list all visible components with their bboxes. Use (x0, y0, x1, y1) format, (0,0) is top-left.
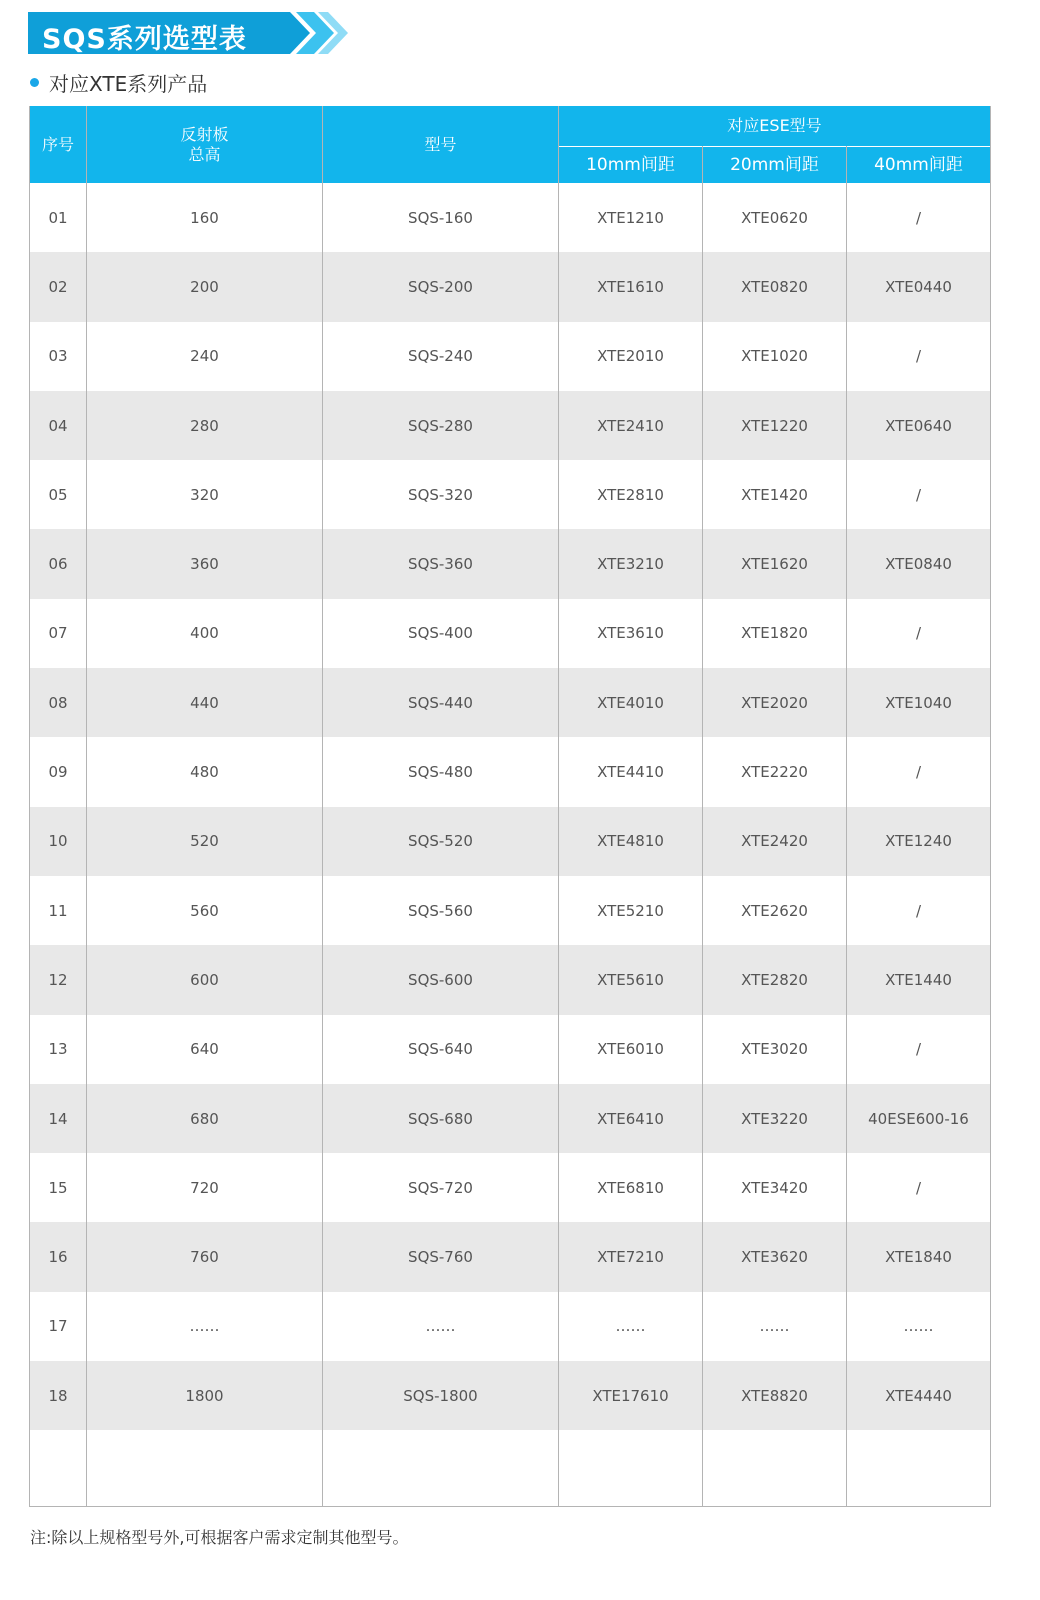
cell-index: 16 (30, 1222, 87, 1291)
cell-height: 760 (87, 1222, 323, 1291)
cell-model: SQS-320 (323, 460, 559, 529)
cell-height: 400 (87, 599, 323, 668)
cell-index: 03 (30, 322, 87, 391)
cell-40mm: XTE0840 (847, 529, 991, 598)
cell-20mm: XTE2420 (703, 807, 847, 876)
cell-model: SQS-360 (323, 529, 559, 598)
cell-40mm: / (847, 183, 991, 252)
cell-empty (323, 1430, 559, 1507)
cell-height: …… (87, 1292, 323, 1361)
cell-40mm: XTE0440 (847, 252, 991, 321)
cell-index: 10 (30, 807, 87, 876)
cell-10mm: XTE3610 (559, 599, 703, 668)
cell-model: SQS-640 (323, 1015, 559, 1084)
cell-model: SQS-160 (323, 183, 559, 252)
cell-model: SQS-200 (323, 252, 559, 321)
table-row (30, 183, 991, 252)
selection-table (29, 106, 991, 1507)
cell-empty (87, 1430, 323, 1507)
cell-40mm: / (847, 599, 991, 668)
cell-20mm: …… (703, 1292, 847, 1361)
cell-10mm: XTE1610 (559, 252, 703, 321)
cell-40mm: / (847, 876, 991, 945)
table-body (30, 183, 991, 1507)
cell-model: SQS-280 (323, 391, 559, 460)
cell-10mm: XTE1210 (559, 183, 703, 252)
cell-height: 360 (87, 529, 323, 598)
header-index: 序号 (30, 106, 87, 183)
cell-40mm: XTE1440 (847, 945, 991, 1014)
cell-height: 440 (87, 668, 323, 737)
cell-10mm: XTE3210 (559, 529, 703, 598)
table-row (30, 945, 991, 1014)
cell-20mm: XTE0820 (703, 252, 847, 321)
table-row (30, 1361, 991, 1430)
cell-height: 280 (87, 391, 323, 460)
table-row (30, 668, 991, 737)
cell-20mm: XTE2620 (703, 876, 847, 945)
table-row (30, 1084, 991, 1153)
cell-index: 17 (30, 1292, 87, 1361)
cell-10mm: XTE17610 (559, 1361, 703, 1430)
table-row (30, 737, 991, 806)
cell-height: 200 (87, 252, 323, 321)
cell-empty (559, 1430, 703, 1507)
cell-index: 13 (30, 1015, 87, 1084)
cell-index: 12 (30, 945, 87, 1014)
cell-20mm: XTE8820 (703, 1361, 847, 1430)
cell-index: 01 (30, 183, 87, 252)
cell-model: SQS-440 (323, 668, 559, 737)
table-row (30, 807, 991, 876)
cell-10mm: XTE6810 (559, 1153, 703, 1222)
cell-height: 640 (87, 1015, 323, 1084)
cell-model: SQS-400 (323, 599, 559, 668)
cell-10mm: XTE4410 (559, 737, 703, 806)
cell-index: 04 (30, 391, 87, 460)
cell-index: 05 (30, 460, 87, 529)
table-row (30, 460, 991, 529)
cell-40mm: XTE1240 (847, 807, 991, 876)
cell-10mm: XTE6410 (559, 1084, 703, 1153)
header-height-line1: 反射板 (180, 124, 229, 144)
header-ese-group: 对应ESE型号 (559, 106, 991, 147)
cell-20mm: XTE2020 (703, 668, 847, 737)
cell-20mm: XTE0620 (703, 183, 847, 252)
cell-20mm: XTE3020 (703, 1015, 847, 1084)
header-height (87, 106, 323, 183)
cell-height: 240 (87, 322, 323, 391)
cell-40mm: XTE1840 (847, 1222, 991, 1291)
table-row (30, 529, 991, 598)
cell-10mm: XTE2010 (559, 322, 703, 391)
cell-model: …… (323, 1292, 559, 1361)
table-row (30, 1222, 991, 1291)
cell-model: SQS-720 (323, 1153, 559, 1222)
table-row (30, 252, 991, 321)
page-title: SQS系列选型表 (42, 24, 247, 55)
cell-10mm: XTE7210 (559, 1222, 703, 1291)
cell-index: 11 (30, 876, 87, 945)
cell-index: 18 (30, 1361, 87, 1430)
cell-40mm: / (847, 1153, 991, 1222)
cell-model: SQS-480 (323, 737, 559, 806)
cell-empty (847, 1430, 991, 1507)
cell-10mm: XTE2410 (559, 391, 703, 460)
cell-height: 520 (87, 807, 323, 876)
cell-20mm: XTE3620 (703, 1222, 847, 1291)
cell-index: 08 (30, 668, 87, 737)
cell-height: 160 (87, 183, 323, 252)
cell-20mm: XTE3220 (703, 1084, 847, 1153)
table-row (30, 322, 991, 391)
table-row (30, 391, 991, 460)
cell-height: 560 (87, 876, 323, 945)
cell-40mm: / (847, 460, 991, 529)
cell-10mm: XTE5610 (559, 945, 703, 1014)
cell-model: SQS-240 (323, 322, 559, 391)
cell-40mm: / (847, 737, 991, 806)
cell-40mm: / (847, 322, 991, 391)
cell-height: 1800 (87, 1361, 323, 1430)
cell-index: 07 (30, 599, 87, 668)
subtitle (30, 68, 207, 97)
table-row (30, 876, 991, 945)
header-model: 型号 (323, 106, 559, 183)
table-row (30, 599, 991, 668)
cell-10mm: XTE2810 (559, 460, 703, 529)
header-height-line2: 总高 (188, 144, 221, 164)
cell-40mm: XTE0640 (847, 391, 991, 460)
cell-20mm: XTE1820 (703, 599, 847, 668)
table-row-empty (30, 1430, 991, 1507)
cell-model: SQS-520 (323, 807, 559, 876)
cell-10mm: XTE5210 (559, 876, 703, 945)
cell-index: 15 (30, 1153, 87, 1222)
cell-model: SQS-560 (323, 876, 559, 945)
cell-10mm: XTE4010 (559, 668, 703, 737)
header-40mm: 40mm间距 (847, 147, 991, 184)
table-row (30, 1015, 991, 1084)
header-20mm: 20mm间距 (703, 147, 847, 184)
cell-model: SQS-600 (323, 945, 559, 1014)
cell-model: SQS-760 (323, 1222, 559, 1291)
cell-40mm: …… (847, 1292, 991, 1361)
cell-40mm: / (847, 1015, 991, 1084)
cell-20mm: XTE3420 (703, 1153, 847, 1222)
cell-10mm: …… (559, 1292, 703, 1361)
table-row (30, 1153, 991, 1222)
cell-20mm: XTE1420 (703, 460, 847, 529)
cell-model: SQS-680 (323, 1084, 559, 1153)
footnote: 注:除以上规格型号外,可根据客户需求定制其他型号。 (30, 1528, 409, 1547)
cell-height: 720 (87, 1153, 323, 1222)
cell-10mm: XTE4810 (559, 807, 703, 876)
cell-40mm: XTE4440 (847, 1361, 991, 1430)
cell-height: 320 (87, 460, 323, 529)
cell-20mm: XTE1020 (703, 322, 847, 391)
bullet-dot-icon (30, 78, 39, 87)
cell-index: 06 (30, 529, 87, 598)
cell-height: 600 (87, 945, 323, 1014)
cell-height: 680 (87, 1084, 323, 1153)
cell-index: 09 (30, 737, 87, 806)
cell-20mm: XTE2820 (703, 945, 847, 1014)
subtitle-text: 对应XTE系列产品 (49, 72, 208, 96)
cell-empty (703, 1430, 847, 1507)
header-10mm: 10mm间距 (559, 147, 703, 184)
table-header (30, 106, 991, 183)
cell-index: 14 (30, 1084, 87, 1153)
cell-40mm: 40ESE600-16 (847, 1084, 991, 1153)
cell-10mm: XTE6010 (559, 1015, 703, 1084)
cell-20mm: XTE2220 (703, 737, 847, 806)
cell-40mm: XTE1040 (847, 668, 991, 737)
cell-height: 480 (87, 737, 323, 806)
cell-20mm: XTE1220 (703, 391, 847, 460)
cell-empty (30, 1430, 87, 1507)
table-row (30, 1292, 991, 1361)
cell-20mm: XTE1620 (703, 529, 847, 598)
cell-model: SQS-1800 (323, 1361, 559, 1430)
title-banner (28, 12, 348, 54)
cell-index: 02 (30, 252, 87, 321)
